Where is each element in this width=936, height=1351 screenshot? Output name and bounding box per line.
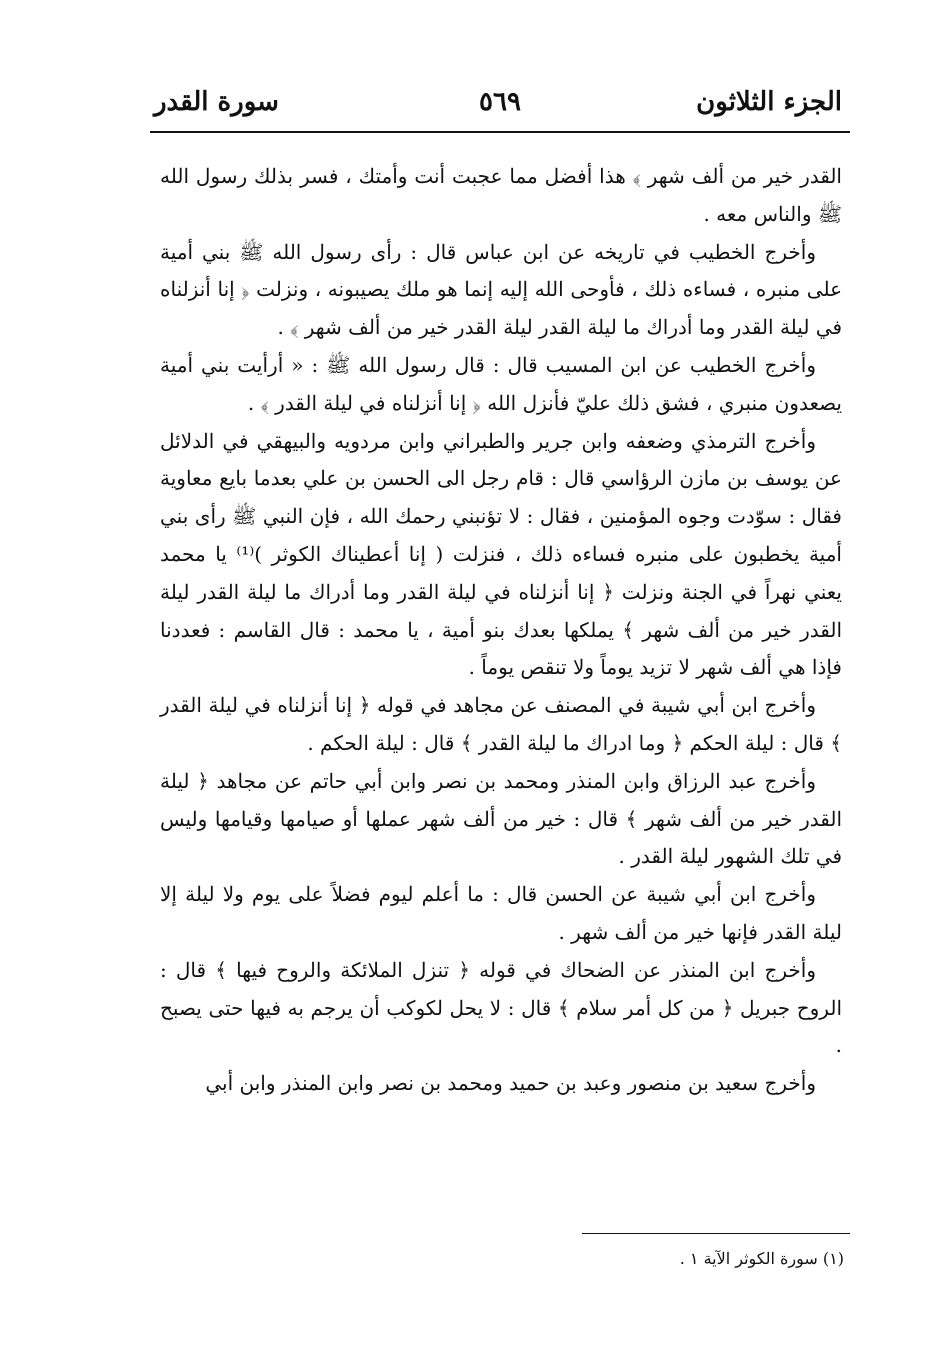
footnote-divider — [582, 1233, 850, 1234]
paragraph-2: وأخرج الخطيب في تاريخه عن ابن عباس قال : رأى رسول الله ﷺ بني أمية على منبره ، فساءه ذلك ، فأوحى الله إليه إنما هو ملك يصيبونه ، ونزلت ﴿ إنا أنزلناه في ليلة القدر وما أدراك ما ليلة القدر ليلة القدر خير من ألف شهر ﴾ . — [160, 239, 842, 340]
main-text — [160, 158, 842, 1103]
page-number: ٥٦٩ — [479, 87, 521, 117]
paragraph-1: القدر خير من ألف شهر ﴾ هذا أفضل مما عجبت أنت وأمتك ، فسر بذلك رسول الله ﷺ والناس معه . — [160, 164, 842, 226]
header-divider — [150, 131, 850, 133]
paragraph-5: وأخرج ابن أبي شيبة في المصنف عن مجاهد في قوله ﴿ إنا أنزلناه في ليلة القدر ﴾ قال : ليلة الحكم ﴿ وما ادراك ما ليلة القدر ﴾ قال : ليلة الحكم . — [160, 693, 842, 755]
page-header — [150, 84, 850, 124]
paragraph-3: وأخرج الخطيب عن ابن المسيب قال : قال رسول الله ﷺ : « أرأيت بني أمية يصعدون منبري ، فشق ذلك عليّ فأنزل الله ﴿ إنا أنزلناه في ليلة القدر ﴾ . — [160, 352, 842, 415]
paragraph-9: وأخرج سعيد بن منصور وعبد بن حميد ومحمد بن نصر وابن المنذر وابن أبي — [205, 1071, 816, 1096]
part-title: الجزء الثلاثون — [696, 87, 842, 117]
paragraph-4: وأخرج الترمذي وضعفه وابن جرير والطبراني وابن مردويه والبيهقي في الدلائل عن يوسف بن مازن الرؤاسي قال : قام رجل الى الحسن بن علي بعدما بايع معاوية فقال : سوّدت وجوه المؤمنين ، فقال : لا تؤنبني رحمك الله ، فإن النبي ﷺ رأى بني أمية يخطبون على منبره فساءه ذلك ، فنزلت ( إنا أعطيناك الكوثر )⁽¹⁾ يا محمد يعني نهراً في الجنة ونزلت ﴿ إنا أنزلناه في ليلة القدر وما أدراك ما ليلة القدر ليلة القدر خير من ألف شهر ﴾ يملكها بعدك بنو أمية ، يا محمد : قال القاسم : فعددنا فإذا هي ألف شهر لا تزيد يوماً ولا تنقص يوماً . — [160, 428, 842, 680]
footnote: (١) سورة الكوثر الآية ١ . — [679, 1249, 844, 1268]
surah-title: سورة القدر — [154, 87, 279, 117]
paragraph-8: وأخرج ابن المنذر عن الضحاك في قوله ﴿ تنزل الملائكة والروح فيها ﴾ قال : الروح جبريل ﴿ من كل أمر سلام ﴾ قال : لا يحل لكوكب أن يرجم به فيها حتى يصبح . — [160, 957, 842, 1058]
paragraph-7: وأخرج ابن أبي شيبة عن الحسن قال : ما أعلم ليوم فضلاً على يوم ولا ليلة إلا ليلة القدر فإنها خير من ألف شهر . — [160, 882, 842, 944]
paragraph-6: وأخرج عبد الرزاق وابن المنذر ومحمد بن نصر وابن أبي حاتم عن مجاهد ﴿ ليلة القدر خير من ألف شهر ﴾ قال : خير من ألف شهر عملها أو صيامها وقيامها وليس في تلك الشهور ليلة القدر . — [160, 768, 842, 869]
